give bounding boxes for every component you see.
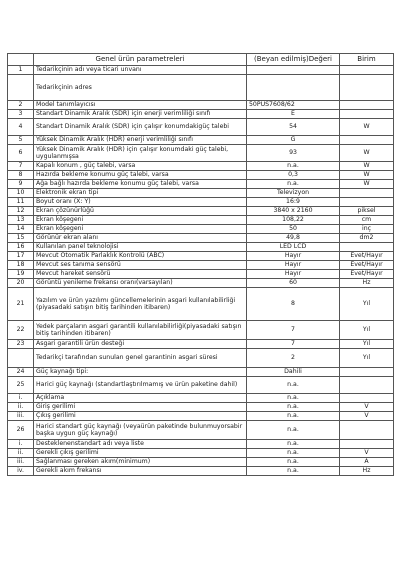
- table-row: [8, 412, 394, 421]
- row-number-cell: 17: [8, 252, 34, 261]
- row-param-cell: Standart Dinamik Aralık (SDR) için çalışır konumdakigüç talebi: [34, 119, 247, 136]
- row-unit-cell: [340, 198, 394, 207]
- table-row: [8, 110, 394, 119]
- row-value-cell: G: [247, 136, 340, 145]
- row-unit-cell: V: [340, 412, 394, 421]
- row-value-cell: Hayır: [247, 270, 340, 279]
- row-unit-cell: A: [340, 458, 394, 467]
- table-row: [8, 252, 394, 261]
- row-unit-cell: [340, 189, 394, 198]
- row-unit-cell: cm: [340, 216, 394, 225]
- table-row: [8, 234, 394, 243]
- row-number-cell: 18: [8, 261, 34, 270]
- row-number-cell: 4: [8, 119, 34, 136]
- row-unit-cell: Hz: [340, 467, 394, 476]
- row-value-cell: n.a.: [247, 421, 340, 440]
- header-number-cell: [8, 54, 34, 66]
- table-row: [8, 225, 394, 234]
- table-row: [8, 440, 394, 449]
- row-param-cell: Desteklenenstandart adı veya liste: [34, 440, 247, 449]
- table-row: [8, 66, 394, 75]
- row-param-cell: Elektronik ekran tipi: [34, 189, 247, 198]
- table-row: [8, 394, 394, 403]
- row-number-cell: iii.: [8, 412, 34, 421]
- row-value-cell: 60: [247, 279, 340, 288]
- row-unit-cell: Evet/Hayır: [340, 261, 394, 270]
- row-param-cell: Harici standart güç kaynağı (veyaürün paketinde bulunmuyorsabir başka uygun güç kaynağı): [34, 421, 247, 440]
- table-row: [8, 101, 394, 110]
- row-param-cell: Açıklama: [34, 394, 247, 403]
- row-param-cell: Ekran çözünürlüğü: [34, 207, 247, 216]
- row-number-cell: ii.: [8, 403, 34, 412]
- row-unit-cell: [340, 243, 394, 252]
- row-param-cell: Mevcut Otomatik Parlaklık Kontrolü (ABC): [34, 252, 247, 261]
- table-row: [8, 180, 394, 189]
- row-param-cell: Kapalı konum , güç talebi, varsa: [34, 162, 247, 171]
- table-row: [8, 321, 394, 340]
- row-unit-cell: piksel: [340, 207, 394, 216]
- table-row: [8, 216, 394, 225]
- row-param-cell: Yüksek Dinamik Aralık (HDR) için çalışır konumdaki güç talebi, uygulanmışsa: [34, 145, 247, 162]
- row-number-cell: 6: [8, 145, 34, 162]
- row-number-cell: 12: [8, 207, 34, 216]
- row-value-cell: 0,3: [247, 171, 340, 180]
- row-value-cell: 93: [247, 145, 340, 162]
- row-unit-cell: W: [340, 171, 394, 180]
- row-value-cell: LED LCD: [247, 243, 340, 252]
- row-value-cell: [247, 66, 340, 75]
- row-number-cell: 26: [8, 421, 34, 440]
- row-number-cell: 24: [8, 368, 34, 377]
- row-param-cell: Kullanılan panel teknolojisi: [34, 243, 247, 252]
- table-row: [8, 243, 394, 252]
- row-value-cell: 49,8: [247, 234, 340, 243]
- row-param-cell: Harici güç kaynağı (standartlaştırılmamış ve ürün paketine dahil): [34, 377, 247, 394]
- row-value-cell: n.a.: [247, 377, 340, 394]
- table-row: [8, 349, 394, 368]
- row-number-cell: 19: [8, 270, 34, 279]
- table-row: [8, 279, 394, 288]
- row-value-cell: n.a.: [247, 440, 340, 449]
- row-param-cell: Tedarikçinin adres: [34, 75, 247, 101]
- row-param-cell: Gerekli akım frekansı: [34, 467, 247, 476]
- row-value-cell: 7: [247, 340, 340, 349]
- row-value-cell: [247, 75, 340, 101]
- row-param-cell: Giriş gerilimi: [34, 403, 247, 412]
- row-number-cell: 23: [8, 340, 34, 349]
- row-unit-cell: [340, 66, 394, 75]
- row-value-cell: 7: [247, 321, 340, 340]
- row-value-cell: Hayır: [247, 252, 340, 261]
- row-value-cell: n.a.: [247, 458, 340, 467]
- row-param-cell: Görünür ekran alanı: [34, 234, 247, 243]
- row-number-cell: 16: [8, 243, 34, 252]
- row-value-cell: 50: [247, 225, 340, 234]
- row-unit-cell: Yıl: [340, 349, 394, 368]
- row-unit-cell: Yıl: [340, 340, 394, 349]
- table-row: [8, 377, 394, 394]
- row-param-cell: Sağlanması gereken akım(minimum): [34, 458, 247, 467]
- row-number-cell: 25: [8, 377, 34, 394]
- row-value-cell: 16:9: [247, 198, 340, 207]
- row-value-cell: 54: [247, 119, 340, 136]
- row-number-cell: 21: [8, 288, 34, 321]
- table-row: [8, 403, 394, 412]
- row-value-cell: n.a.: [247, 449, 340, 458]
- row-number-cell: 13: [8, 216, 34, 225]
- table-row: [8, 171, 394, 180]
- row-unit-cell: Yıl: [340, 288, 394, 321]
- row-unit-cell: [340, 440, 394, 449]
- row-param-cell: Mevcut hareket sensörü: [34, 270, 247, 279]
- row-unit-cell: inç: [340, 225, 394, 234]
- row-value-cell: 2: [247, 349, 340, 368]
- table-row: [8, 421, 394, 440]
- row-unit-cell: [340, 136, 394, 145]
- row-value-cell: n.a.: [247, 162, 340, 171]
- row-param-cell: Tedarikçi tarafından sunulan genel garantinin asgari süresi: [34, 349, 247, 368]
- row-value-cell: n.a.: [247, 403, 340, 412]
- table-row: [8, 288, 394, 321]
- table-row: [8, 189, 394, 198]
- row-number-cell: 3: [8, 110, 34, 119]
- table-row: [8, 75, 394, 101]
- header-param-cell: Genel ürün parametreleri: [34, 54, 247, 66]
- row-number-cell: iii.: [8, 458, 34, 467]
- row-unit-cell: [340, 394, 394, 403]
- row-number-cell: i.: [8, 394, 34, 403]
- row-unit-cell: [340, 377, 394, 394]
- row-number-cell: [8, 349, 34, 368]
- row-value-cell: Dahili: [247, 368, 340, 377]
- row-value-cell: E: [247, 110, 340, 119]
- row-number-cell: iv.: [8, 467, 34, 476]
- row-unit-cell: W: [340, 145, 394, 162]
- row-value-cell: 3840 x 2160: [247, 207, 340, 216]
- row-number-cell: 11: [8, 198, 34, 207]
- row-number-cell: 5: [8, 136, 34, 145]
- row-number-cell: 7: [8, 162, 34, 171]
- row-value-cell: 108,22: [247, 216, 340, 225]
- table-row: [8, 467, 394, 476]
- row-param-cell: Boyut oranı (X: Y): [34, 198, 247, 207]
- row-number-cell: 9: [8, 180, 34, 189]
- row-param-cell: Hazırda bekleme konumu güç talebi, varsa: [34, 171, 247, 180]
- row-unit-cell: [340, 101, 394, 110]
- row-unit-cell: V: [340, 449, 394, 458]
- row-number-cell: i.: [8, 440, 34, 449]
- row-number-cell: 20: [8, 279, 34, 288]
- row-param-cell: Yazılım ve ürün yazılımı güncellemelerinin asgari kullanılabilirliği (piyasadaki satışın bitiş tarihinden itibaren): [34, 288, 247, 321]
- table-body: [8, 66, 394, 476]
- table-row: [8, 368, 394, 377]
- row-value-cell: n.a.: [247, 412, 340, 421]
- row-unit-cell: dm2: [340, 234, 394, 243]
- row-value-cell: Televizyon: [247, 189, 340, 198]
- table-row: [8, 119, 394, 136]
- row-number-cell: 10: [8, 189, 34, 198]
- row-value-cell: n.a.: [247, 394, 340, 403]
- row-param-cell: Ekran köşegeni: [34, 216, 247, 225]
- row-unit-cell: [340, 421, 394, 440]
- row-param-cell: Ekran köşegeni: [34, 225, 247, 234]
- header-unit-cell: Birim: [340, 54, 394, 66]
- row-value-cell: 8: [247, 288, 340, 321]
- row-param-cell: Güç kaynağı tipi:: [34, 368, 247, 377]
- row-param-cell: Yüksek Dinamik Aralık (HDR) enerji verimliliği sınıfı: [34, 136, 247, 145]
- row-number-cell: 14: [8, 225, 34, 234]
- row-unit-cell: Evet/Hayır: [340, 252, 394, 261]
- table-header-row: [8, 54, 394, 66]
- row-unit-cell: [340, 75, 394, 101]
- row-param-cell: Çıkış gerilimi: [34, 412, 247, 421]
- row-param-cell: Asgari garantili ürün desteği: [34, 340, 247, 349]
- row-number-cell: 15: [8, 234, 34, 243]
- row-param-cell: Standart Dinamik Aralık (SDR) için enerji verimliliği sınıfı: [34, 110, 247, 119]
- row-unit-cell: Evet/Hayır: [340, 270, 394, 279]
- row-value-cell: 50PUS7608/62: [247, 101, 340, 110]
- row-unit-cell: [340, 368, 394, 377]
- row-param-cell: Gerekli çıkış gerilimi: [34, 449, 247, 458]
- row-param-cell: Görüntü yenileme frekansı oranı(varsayılan): [34, 279, 247, 288]
- header-value-cell: (Beyan edilmiş)Değeri: [247, 54, 340, 66]
- table-row: [8, 162, 394, 171]
- row-unit-cell: W: [340, 119, 394, 136]
- row-value-cell: n.a.: [247, 467, 340, 476]
- row-unit-cell: W: [340, 180, 394, 189]
- row-number-cell: 2: [8, 101, 34, 110]
- row-param-cell: Yedek parçaların asgari garantili kullanılabilirliği(piyasadaki satışın bitiş tarihinden itibaren): [34, 321, 247, 340]
- row-number-cell: [8, 75, 34, 101]
- row-unit-cell: Hz: [340, 279, 394, 288]
- table-row: [8, 145, 394, 162]
- row-param-cell: Mevcut ses tanıma sensörü: [34, 261, 247, 270]
- row-unit-cell: Yıl: [340, 321, 394, 340]
- row-unit-cell: W: [340, 162, 394, 171]
- table-row: [8, 207, 394, 216]
- row-unit-cell: V: [340, 403, 394, 412]
- row-value-cell: Hayır: [247, 261, 340, 270]
- table-row: [8, 270, 394, 279]
- row-number-cell: 1: [8, 66, 34, 75]
- table-row: [8, 136, 394, 145]
- table-row: [8, 340, 394, 349]
- product-parameters-table: [7, 53, 394, 476]
- row-param-cell: Tedarikçinin adı veya ticari unvanı: [34, 66, 247, 75]
- row-number-cell: ii.: [8, 449, 34, 458]
- table-row: [8, 198, 394, 207]
- table-row: [8, 449, 394, 458]
- table-row: [8, 458, 394, 467]
- row-number-cell: 22: [8, 321, 34, 340]
- row-value-cell: n.a.: [247, 180, 340, 189]
- row-number-cell: 8: [8, 171, 34, 180]
- row-unit-cell: [340, 110, 394, 119]
- row-param-cell: Model tanımlayıcısı: [34, 101, 247, 110]
- row-param-cell: Ağa bağlı hazırda bekleme konumu güç talebi, varsa: [34, 180, 247, 189]
- table-row: [8, 261, 394, 270]
